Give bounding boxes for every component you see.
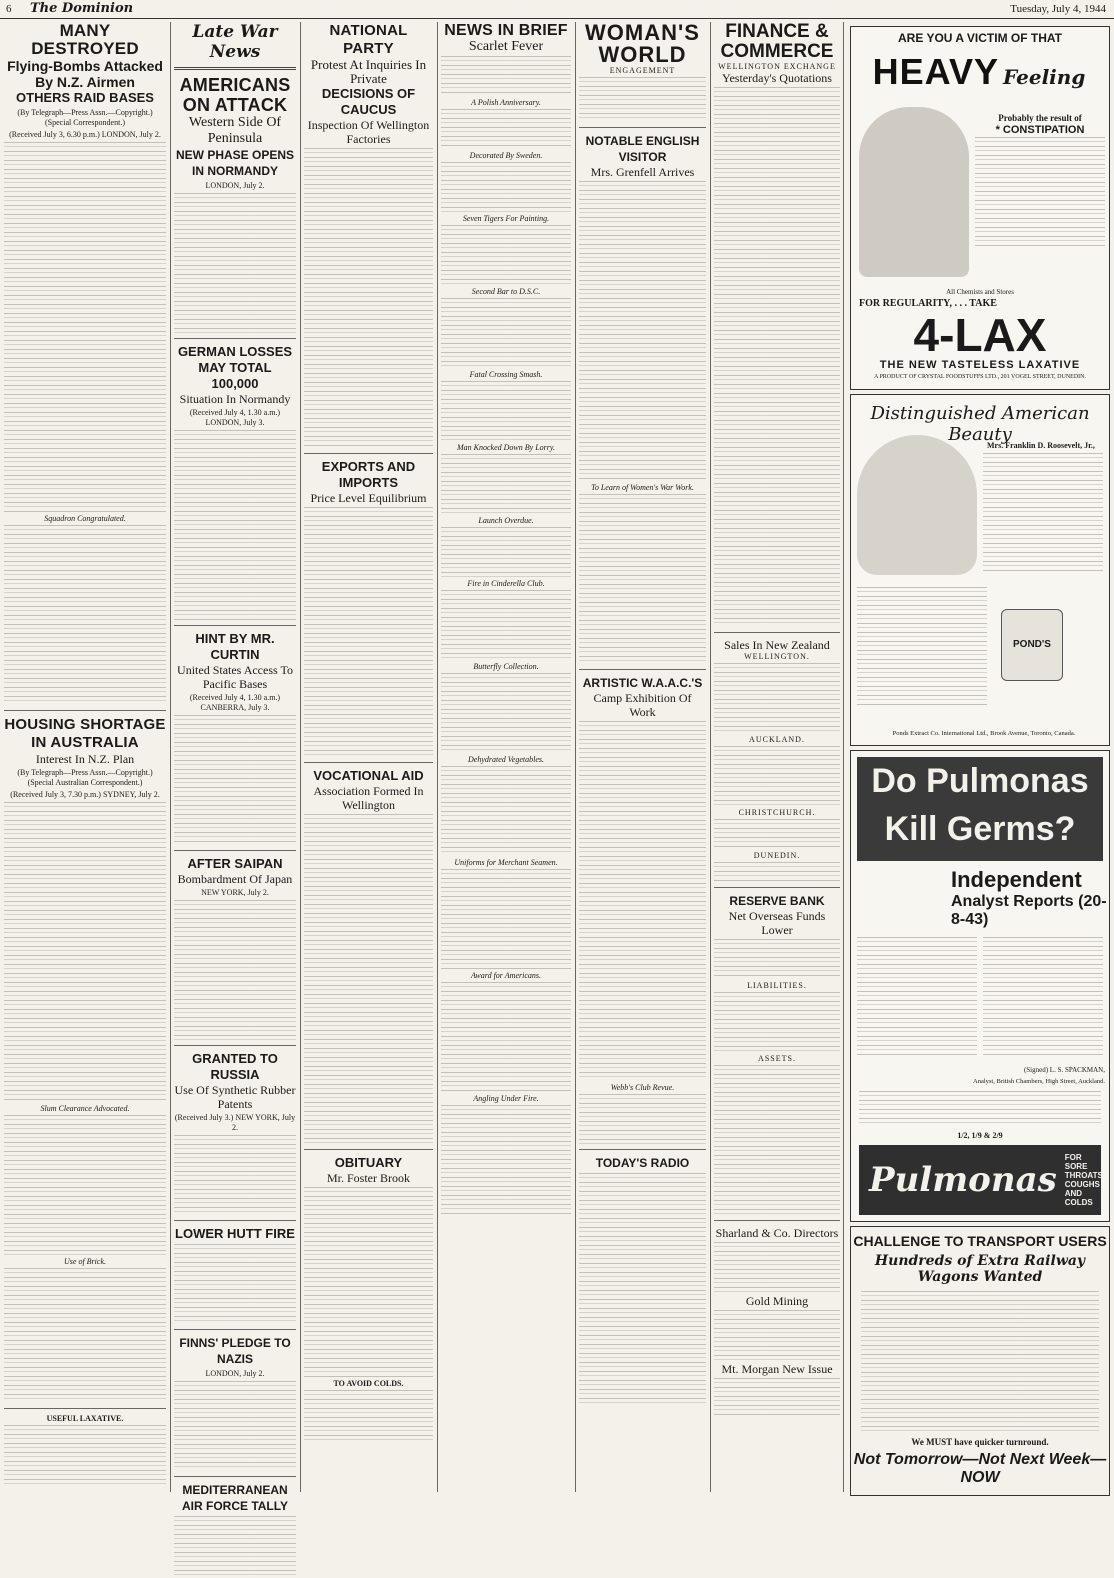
article-text: [441, 766, 571, 856]
column-rule: [437, 22, 438, 1492]
ad-copy: [983, 439, 1103, 575]
headline: NEWS IN BRIEF: [444, 22, 568, 39]
ad-feeling: Feeling: [1003, 65, 1086, 89]
separator: [174, 850, 296, 851]
subhead: DUNEDIN.: [753, 851, 801, 860]
article-text: [174, 900, 296, 1040]
headline: HOUSING SHORTAGE IN AUSTRALIA: [4, 716, 166, 751]
ad-title: Kill Germs?: [884, 810, 1076, 848]
separator: [714, 632, 840, 633]
separator: [714, 1220, 840, 1221]
brief-head: Uniforms for Merchant Seamen.: [454, 858, 558, 867]
subhead: ENGAGEMENT: [609, 66, 676, 75]
subheadline: Sharland & Co. Directors: [715, 1226, 839, 1240]
section-title: WOMAN'S: [585, 20, 700, 45]
section-title: FINANCE &: [725, 21, 829, 42]
ad-body: [857, 935, 1103, 1059]
article-text: [304, 148, 433, 448]
dateline: (Received July 3, 7.30 p.m.) SYDNEY, July 2.: [10, 790, 160, 799]
ad-footer: [851, 285, 1109, 383]
separator: [174, 1220, 296, 1221]
subhead: WELLINGTON.: [744, 652, 810, 661]
brief-head: Fatal Crossing Smash.: [469, 370, 543, 379]
paper-name: The Dominion: [30, 1, 134, 16]
article-text: [579, 77, 706, 122]
issue-date: Tuesday, July 4, 1944: [1010, 3, 1106, 15]
dateline: LONDON, July 2.: [205, 181, 265, 190]
column-rule: [843, 22, 844, 1492]
column-3: [304, 22, 433, 1442]
brief-head: Fire in Cinderella Club.: [467, 579, 545, 588]
ad-chemists: All Chemists and Stores: [946, 288, 1014, 296]
ad-pulmonas: [850, 750, 1110, 1222]
article-text: [174, 1135, 296, 1215]
ad-headline: ARE YOU A VICTIM OF THAT: [898, 31, 1062, 45]
portrait-illustration: [857, 435, 977, 575]
article-text: [714, 1242, 840, 1292]
column-rule: [300, 22, 301, 1492]
page-number: 6: [6, 3, 12, 15]
headline: TODAY'S RADIO: [595, 1156, 690, 1170]
article-text: [441, 225, 571, 285]
dateline: (Received July 3, 6.30 p.m.) LONDON, July 2.: [9, 130, 161, 139]
article-text: [441, 381, 571, 441]
ad-result: Probably the result of: [998, 113, 1082, 123]
sales-list: [714, 862, 840, 882]
headline: MANY DESTROYED: [31, 21, 139, 58]
column-rule: [710, 22, 711, 1492]
headline: FINNS' PLEDGE TO NAZIS: [179, 1336, 291, 1366]
section-title: WORLD: [598, 42, 687, 67]
ad-maker: A PRODUCT OF CRYSTAL FOODSTUFFS LTD., 201 VOGEL STREET, DUNEDIN.: [873, 374, 1087, 380]
brief-head: Decorated By Sweden.: [469, 151, 543, 160]
headline: AFTER SAIPAN: [187, 856, 283, 871]
subhead: To Learn of Women's War Work.: [591, 483, 694, 492]
brief-head: Butterfly Collection.: [473, 662, 539, 671]
section-title: Late War News: [192, 22, 278, 62]
headline: MEDITERRANEAN AIR FORCE TALLY: [181, 1483, 288, 1513]
sales-list: [714, 819, 840, 849]
separator: [174, 1045, 296, 1046]
brief-head: Angling Under Fire.: [473, 1094, 539, 1103]
ad-heavy-feeling: [861, 51, 1097, 97]
ad-footline: We MUST have quicker turnround.: [911, 1437, 1049, 1447]
separator: [579, 1149, 706, 1150]
subheadline: Yesterday's Quotations: [722, 71, 832, 85]
brief-head: A Polish Anniversary.: [471, 98, 541, 107]
ad-headline: CHALLENGE TO TRANSPORT USERS: [853, 1233, 1107, 1249]
article-text: [304, 507, 433, 757]
article-text: [441, 673, 571, 753]
headline: GERMAN LOSSES MAY TOTAL 100,000: [177, 344, 293, 391]
separator: [174, 625, 296, 626]
brief-head: Second Bar to D.S.C.: [471, 287, 541, 296]
subhead: LIABILITIES.: [747, 981, 807, 990]
ad-regularity: FOR REGULARITY, . . . TAKE: [859, 298, 997, 309]
article-text: [441, 1105, 571, 1215]
article-text: [714, 1378, 840, 1418]
section-title: COMMERCE: [720, 41, 834, 62]
article-text: [441, 162, 571, 212]
separator: [174, 1329, 296, 1330]
headline: EXPORTS AND IMPORTS: [321, 459, 416, 490]
subheadline: Sales In New Zealand: [724, 638, 830, 652]
column-rule: [575, 22, 576, 1492]
article-text: [441, 590, 571, 660]
separator: [174, 338, 296, 339]
article-text: [441, 982, 571, 1092]
brief-head: Seven Tigers For Painting.: [462, 214, 550, 223]
brief-head: Man Knocked Down By Lorry.: [457, 443, 555, 452]
article-text: [304, 1390, 433, 1440]
article-text: [4, 802, 166, 1102]
column-6: [714, 22, 840, 1420]
article-text: [441, 454, 571, 514]
headline: RESERVE BANK: [729, 894, 825, 908]
subheadline: Inspection Of Wellington Factories: [307, 118, 430, 146]
subhead: TO AVOID COLDS.: [333, 1379, 404, 1388]
subhead: AUCKLAND.: [749, 735, 805, 744]
article-text: [4, 525, 166, 705]
separator: [174, 1476, 296, 1477]
subhead: Use of Brick.: [64, 1257, 106, 1266]
article-text: [714, 1310, 840, 1360]
article-text: [304, 1187, 433, 1377]
article-text: [441, 869, 571, 969]
article-text: [174, 1516, 296, 1576]
sales-list: [714, 746, 840, 806]
article-text: [174, 430, 296, 620]
subheadline: Situation In Normandy: [179, 392, 291, 406]
ad-banner: [857, 757, 1103, 861]
subheadline: Scarlet Fever: [468, 39, 544, 54]
ad-text: [4, 1425, 166, 1485]
masthead: [0, 0, 1114, 19]
ad-text: [983, 937, 1103, 1057]
article-text: [304, 814, 433, 1144]
headline: LOWER HUTT FIRE: [175, 1226, 295, 1241]
subhead: WELLINGTON EXCHANGE: [718, 62, 836, 71]
ad-tagline: THE NEW TASTELESS LAXATIVE: [879, 359, 1081, 371]
quotations-table: [714, 87, 840, 627]
subheadline: Net Overseas Funds Lower: [728, 909, 826, 937]
subheadline: Mrs. Grenfell Arrives: [590, 165, 695, 179]
headline: GRANTED TO RUSSIA: [192, 1051, 278, 1082]
ad-ponds: [850, 394, 1110, 746]
separator: [304, 762, 433, 763]
subheadline: Price Level Equilibrium: [310, 491, 427, 505]
subhead: Webb's Club Revue.: [610, 1083, 675, 1092]
subheadline: OTHERS RAID BASES: [16, 90, 154, 105]
ad-role: Analyst, British Chambers, High Street, Auckland.: [973, 1078, 1105, 1085]
ad-price: 1/2, 1/9 & 2/9: [957, 1131, 1003, 1140]
ad-heading: USEFUL LAXATIVE.: [46, 1414, 124, 1423]
subheadline: Protest At Inquiries In Private: [310, 57, 427, 86]
article-text: [579, 1094, 706, 1144]
ad-analyst: Analyst Reports (20-8-43): [951, 893, 1107, 928]
dateline: NEW YORK, July 2.: [201, 888, 269, 897]
subheadline: Use Of Synthetic Rubber Patents: [174, 1083, 296, 1111]
ad-brand: 4-LAX: [913, 309, 1047, 361]
separator: [579, 669, 706, 670]
ad-maker: Ponds Extract Co. International Ltd., Brook Avenue, Toronto, Canada.: [892, 730, 1076, 737]
article-text: [174, 1381, 296, 1471]
subheadline: Flying-Bombs Attacked By N.Z. Airmen: [7, 58, 163, 90]
bank-table: [714, 1065, 840, 1215]
headline: OBITUARY: [334, 1155, 403, 1170]
separator: [304, 453, 433, 454]
brief-head: Award for Americans.: [470, 971, 541, 980]
ad-independent: Independent: [951, 867, 1082, 892]
article-text: [579, 494, 706, 664]
subhead: Squadron Congratulated.: [44, 514, 126, 523]
ad-for: FOR SORE THROATS COUGHS AND COLDS: [1064, 1153, 1103, 1207]
ad-text: [857, 587, 987, 707]
subheadline: Camp Exhibition Of Work: [593, 691, 692, 719]
byline: (By Telegraph—Press Assn.—Copyright.) (Special Australian Correspondent.): [17, 768, 153, 787]
column-1: [4, 22, 166, 1487]
subheadline: DECISIONS OF CAUCUS: [321, 86, 416, 117]
ad-jar: POND'S: [1001, 609, 1063, 681]
separator: [714, 887, 840, 888]
separator: [579, 127, 706, 128]
subhead: CHRISTCHURCH.: [738, 808, 816, 817]
article-text: [441, 109, 571, 149]
ad-text: [975, 137, 1105, 247]
dateline: (Received July 3.) NEW YORK, July 2.: [174, 1113, 296, 1132]
ad-text: [983, 453, 1103, 573]
ad-name: Mrs. Franklin D. Roosevelt, Jr.,: [987, 441, 1095, 450]
ad-signed: (Signed) L. S. SPACKMAN,: [1023, 1066, 1105, 1074]
ad-transport: [850, 1226, 1110, 1496]
ad-slogan: Not Tomorrow—Not Next Week—NOW: [853, 1451, 1107, 1486]
headline: ARTISTIC W.A.A.C.'S: [582, 676, 703, 690]
separator: [4, 710, 166, 711]
column-5: [579, 22, 706, 1405]
subhead: ASSETS.: [758, 1054, 796, 1063]
dateline: (Received July 4, 1.30 a.m.) CANBERRA, July 3.: [189, 693, 281, 712]
subheadline: Bombardment Of Japan: [177, 872, 293, 886]
article-text: [714, 939, 840, 979]
article-text: [579, 721, 706, 1081]
subheadline: Western Side Of Peninsula: [188, 115, 282, 146]
separator: [304, 1149, 433, 1150]
brief-head: Launch Overdue.: [478, 516, 534, 525]
sales-list: [714, 663, 840, 733]
ad-pack: [859, 1145, 1101, 1215]
subheadline: United States Access To Pacific Bases: [177, 663, 293, 691]
ad-subheadline: Hundreds of Extra Railway Wagons Wanted: [874, 1253, 1086, 1285]
ad-heavy: HEAVY: [872, 51, 1000, 92]
headline: AMERICANS ON ATTACK: [179, 75, 291, 115]
ad-constipation: * CONSTIPATION: [995, 124, 1085, 136]
ad-copy-lower: [857, 585, 987, 709]
article-text: [579, 181, 706, 481]
headline: VOCATIONAL AID: [313, 768, 424, 783]
headline: NOTABLE ENGLISH VISITOR: [585, 134, 700, 164]
subheadline: Association Formed In Wellington: [313, 784, 424, 812]
article-text: [579, 1173, 706, 1403]
subhead: Slum Clearance Advocated.: [40, 1104, 130, 1113]
subheadline: Mr. Foster Brook: [326, 1171, 410, 1185]
separator: [4, 1408, 166, 1409]
ad-4lax: [850, 26, 1110, 390]
article-text: [4, 142, 166, 512]
ad-copy: [975, 111, 1105, 249]
ad-brand: Pulmonas: [869, 1160, 1057, 1200]
article-text: [441, 298, 571, 368]
article-text: [4, 1268, 166, 1403]
separator: [174, 67, 296, 70]
subheadline: Interest In N.Z. Plan: [35, 752, 135, 766]
article-text: [174, 1244, 296, 1324]
brief-head: Dehydrated Vegetables.: [468, 755, 544, 764]
byline: (By Telegraph—Press Assn.—Copyright.) (Special Correspondent.): [17, 108, 153, 127]
ad-text: [861, 1291, 1099, 1431]
subheadline: Mt. Morgan New Issue: [721, 1362, 833, 1376]
woman-illustration: [859, 107, 969, 277]
ad-text: [859, 1091, 1101, 1127]
subheadline: NEW PHASE OPENS IN NORMANDY: [175, 148, 295, 178]
dateline: LONDON, July 2.: [205, 1369, 265, 1378]
headline: HINT BY MR. CURTIN: [195, 631, 275, 662]
ad-headline: Distinguished American Beauty: [870, 403, 1090, 445]
headline: NATIONAL PARTY: [329, 22, 408, 57]
article-text: [174, 193, 296, 333]
ad-text: [857, 937, 977, 1057]
bank-table: [714, 992, 840, 1052]
dateline: (Received July 4, 1.30 a.m.) LONDON, July 3.: [189, 408, 281, 427]
column-rule: [170, 22, 171, 1492]
article-text: [4, 1115, 166, 1255]
article-text: [174, 715, 296, 845]
ad-title: Do Pulmonas: [871, 762, 1089, 800]
article-text: [441, 56, 571, 96]
column-2: [174, 22, 296, 1578]
article-text: [441, 527, 571, 577]
column-4: [441, 22, 571, 1217]
subheadline: Gold Mining: [745, 1294, 809, 1308]
